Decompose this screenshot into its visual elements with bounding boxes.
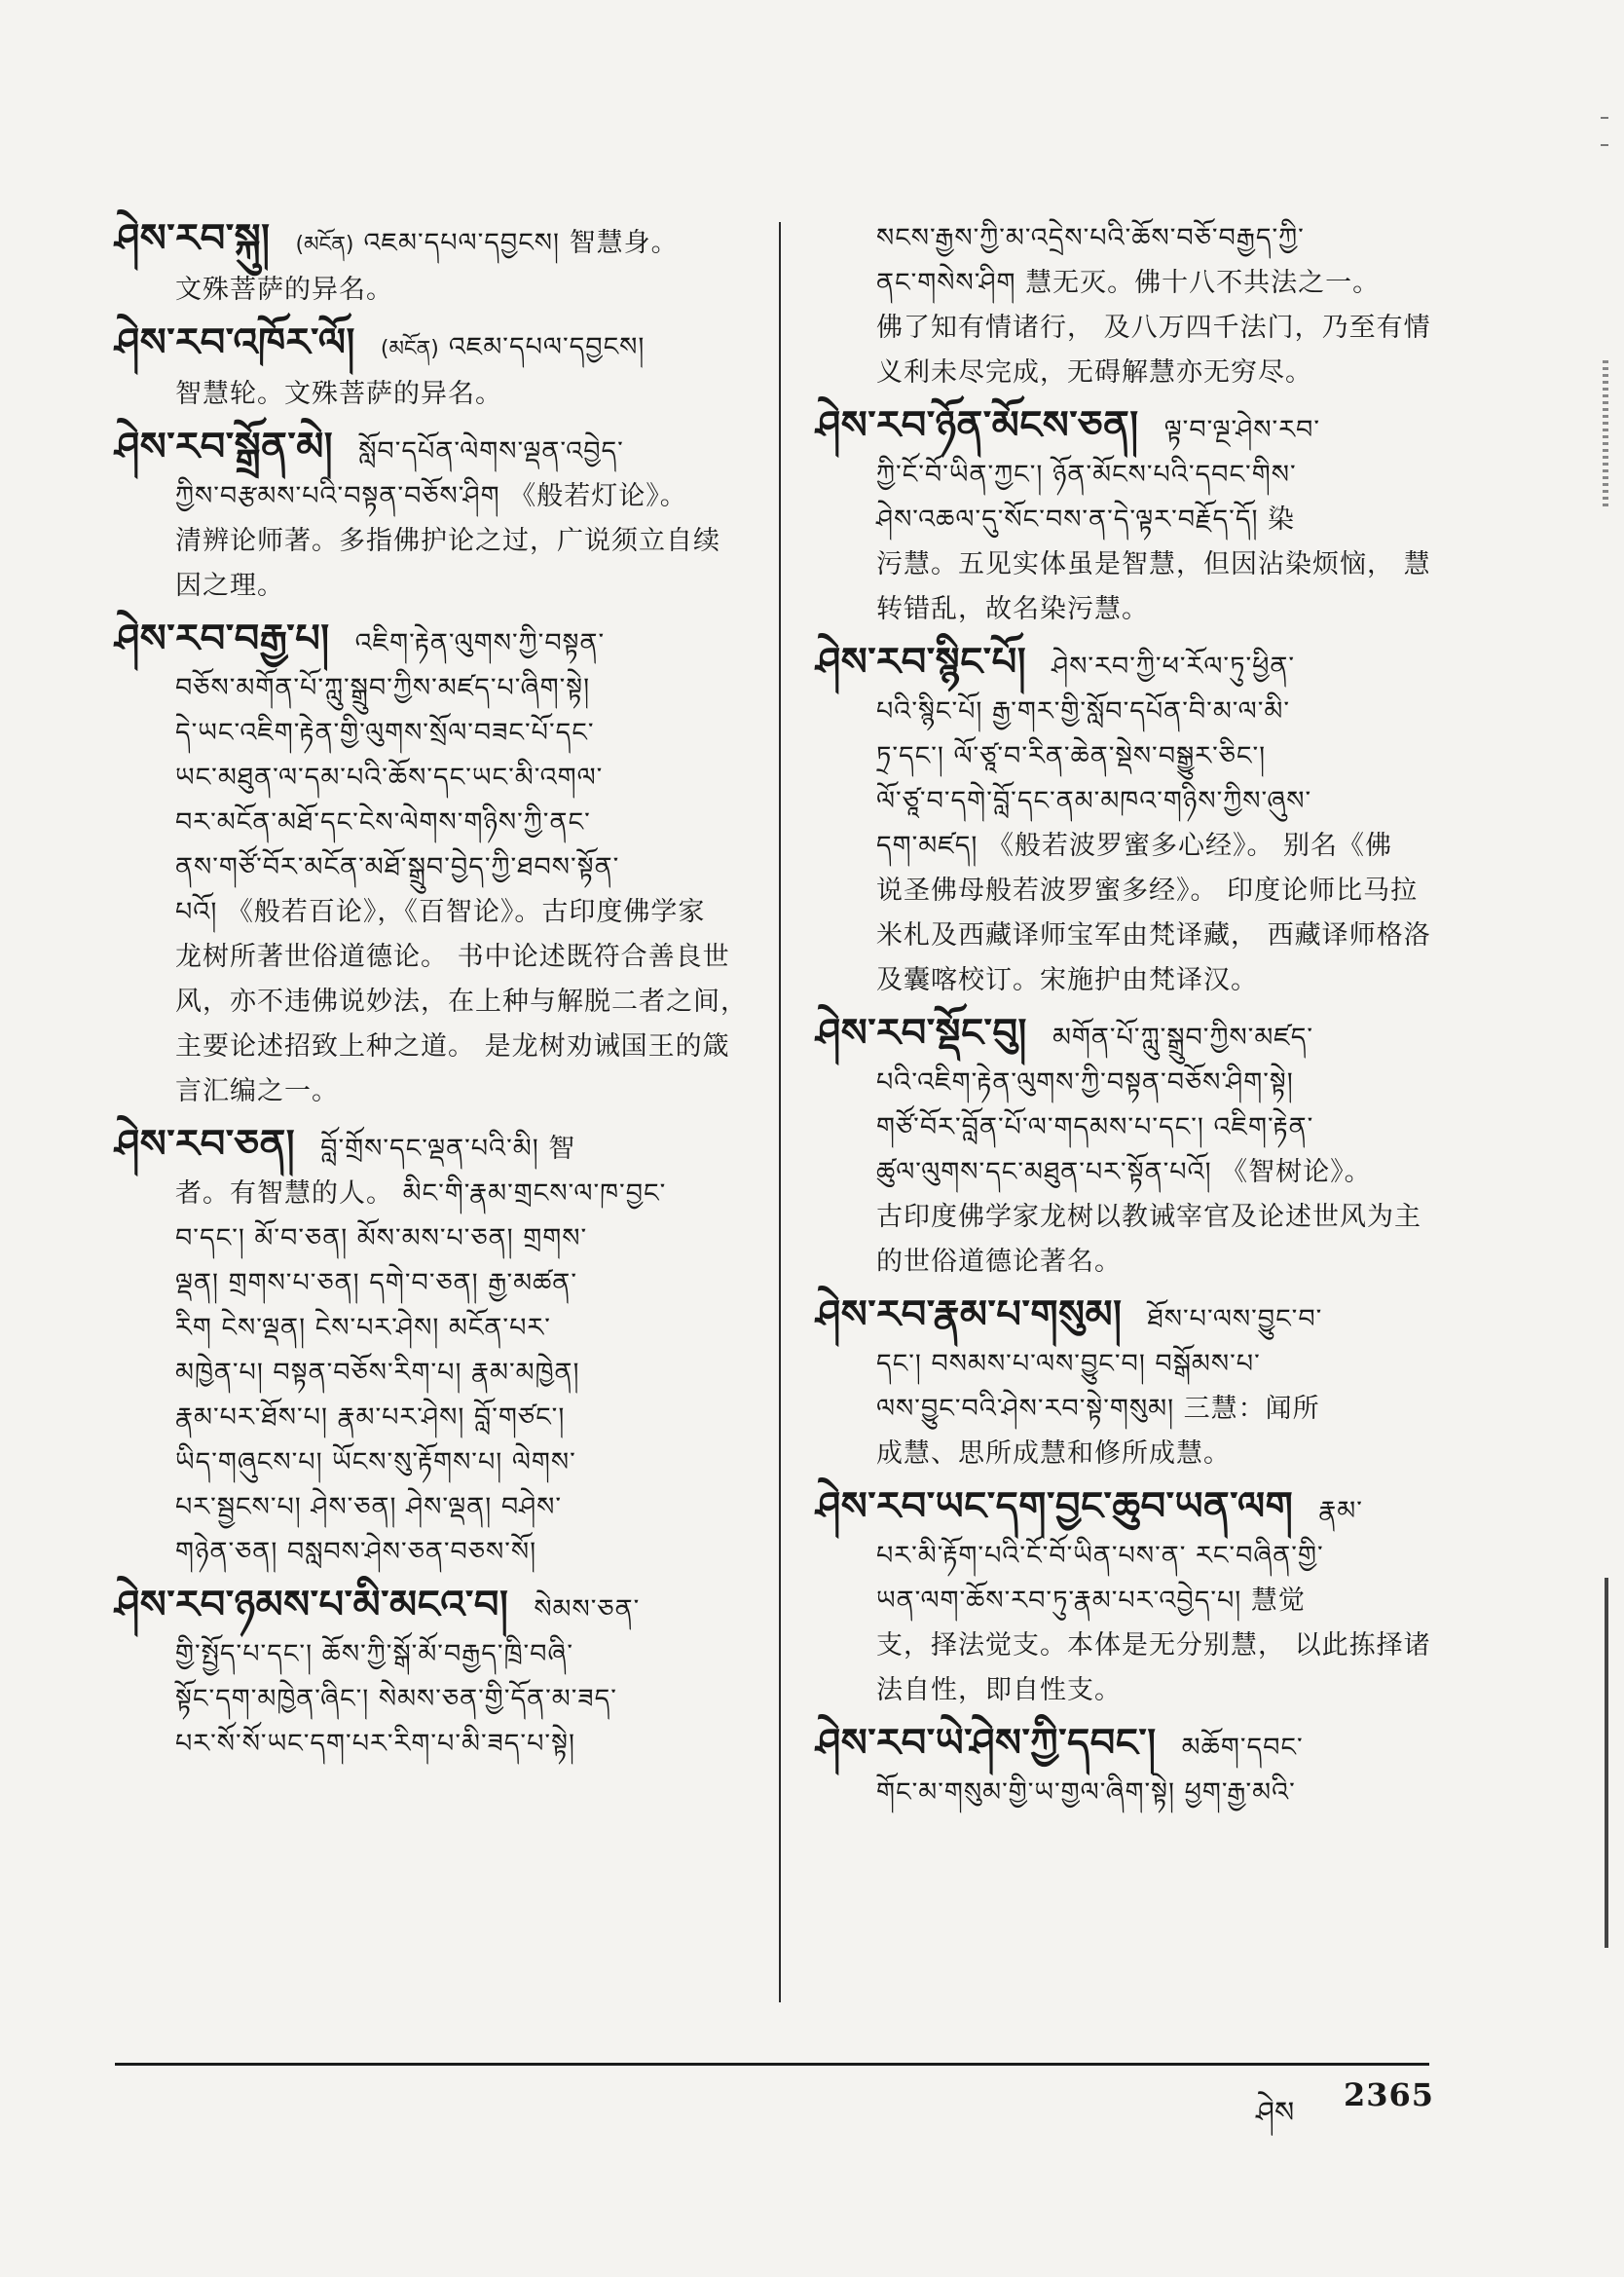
abbreviation: (མངོན) <box>380 337 439 361</box>
headword: ཤེས་རབ་ཡང་དག་བྱང་ཆུབ་ཡན་ལག <box>816 1484 1294 1529</box>
definition-line: 主要论述招致上种之道。 是龙树劝诫国王的箴 <box>175 1031 730 1062</box>
definition-line: ལྡན། གྲགས་པ་ཅན། དགེ་བ་ཅན། རྒྱ་མཚན་ <box>175 1268 577 1298</box>
definition-text: སློབ་དཔོན་ལེགས་ལྡན་འབྱེད་ <box>358 436 624 467</box>
headword: ཤེས་རབ་ཉམས་པ་མི་མངའ་བ། <box>115 1583 509 1627</box>
column-divider <box>779 222 781 2002</box>
definition-line: པའི་སྙིང་པོ། རྒྱ་གར་གྱི་སློབ་དཔོན་བི་མ་ལ་མི་ <box>876 696 1291 727</box>
definition-text: འཇིག་རྟེན་ལུགས་ཀྱི་བསྟན་ <box>354 628 606 658</box>
definition-line: 龙树所著世俗道德论。 书中论述既符合善良世 <box>175 942 730 972</box>
scan-mark <box>1601 117 1608 119</box>
definition-line: ཚུལ་ལུགས་དང་མཐུན་པར་སྟོན་པའོ། 《智树论》。 <box>876 1157 1372 1187</box>
definition-line: 的世俗道德论著名。 <box>876 1247 1122 1277</box>
definition-line: གོང་མ་གསུམ་གྱི་ཡ་གྱལ་ཞིག་སྟེ། ཕྱག་རྒྱ་མའི་ <box>876 1777 1296 1808</box>
entry-first-line <box>115 320 753 372</box>
right-column <box>816 216 1454 1823</box>
headword: ཤེས་རབ་སྐུ། <box>115 216 271 261</box>
headword: ཤེས་རབ་སྡོང་བུ། <box>816 1011 1027 1056</box>
scan-edge-marks <box>1597 0 1616 2277</box>
headword: ཤེས་རབ་རྣམ་པ་གསུམ། <box>816 1292 1123 1337</box>
entry <box>115 425 753 609</box>
definition-line: 智慧轮。文殊菩萨的异名。 <box>175 379 502 409</box>
definition-text: ལྟ་བ་ལྔ་ཤེས་རབ་ <box>1163 415 1321 445</box>
definition-line: 米札及西藏译师宝军由梵译藏， 西藏译师格洛 <box>876 920 1431 951</box>
definition-line: ཡིད་གཞུངས་པ། ཡོངས་སུ་རྟོགས་པ། ལེགས་ <box>175 1447 576 1477</box>
entry <box>115 1583 753 1767</box>
definition-line: 及囊喀校订。宋施护由梵译汉。 <box>876 965 1258 995</box>
definition-line: བཅོས་མགོན་པོ་ཀླུ་སྒྲུབ་ཀྱིས་མཛད་པ་ཞིག་སྟེ། <box>175 673 591 703</box>
entry-first-line <box>115 216 753 268</box>
definition-line: 者。有智慧的人。 མིང་གི་རྣམ་གྲངས་ལ་ཁ་བྱང་ <box>175 1178 667 1209</box>
definition-line: 因之理。 <box>175 571 284 601</box>
definition-line: 法自性，即自性支。 <box>876 1675 1122 1705</box>
headword: ཤེས་རབ་ཅན། <box>115 1122 296 1167</box>
scan-mark <box>1603 360 1608 506</box>
definition-line: བ་དང་། མོ་བ་ཅན། མོས་མས་པ་ཅན། གྲགས་ <box>175 1223 588 1253</box>
definition-text: འཇམ་དཔལ་དབྱངས། 智慧身。 <box>363 228 679 258</box>
entry <box>115 616 753 1114</box>
definition-text: བློ་གྲོས་དང་ལྡན་པའི་མི། 智 <box>320 1134 576 1164</box>
definition-text: ཤེས་རབ་ཀྱི་ཕ་རོལ་ཏུ་ཕྱིན་ <box>1052 652 1296 682</box>
entry-first-line <box>816 216 1454 261</box>
entry-first-line <box>115 425 753 474</box>
definition-line: པར་མི་རྟོག་པའི་ངོ་བོ་ཡིན་པས་ན་ རང་བཞིན་གྱི་ <box>876 1541 1324 1571</box>
definition-text: ཐོས་པ་ལས་བྱུང་བ་ <box>1147 1304 1323 1334</box>
entry-first-line <box>816 1484 1454 1534</box>
definition-line: ཤེས་འཆལ་དུ་སོང་བས་ན་དེ་ལྟར་བརྗོད་དོ། 染 <box>876 504 1296 535</box>
definition-text: མཆོག་དབང་ <box>1181 1733 1304 1763</box>
definition-line: དེ་ཡང་འཇིག་རྟེན་གྱི་ལུགས་སྲོལ་བཟང་པོ་དང་ <box>175 718 595 748</box>
definition-line: 言汇编之一。 <box>175 1076 339 1106</box>
definition-line: པའོ། 《般若百论》，《百智论》。古印度佛学家 <box>175 897 706 927</box>
left-column <box>115 216 753 1774</box>
definition-line: 成慧、思所成慧和修所成慧。 <box>876 1438 1231 1469</box>
entry <box>115 216 753 313</box>
definition-line: ཀྱིས་བརྩམས་པའི་བསྟན་བཅོས་ཤིག 《般若灯论》。 <box>175 481 687 511</box>
entry <box>816 1721 1454 1815</box>
definition-line: དག་མཛད། 《般若波罗蜜多心经》。 别名《佛 <box>876 831 1393 861</box>
entry <box>816 1011 1454 1285</box>
definition-line: དང་། བསམས་པ་ལས་བྱུང་བ། བསྒོམས་པ་ <box>876 1349 1261 1379</box>
entry <box>816 216 1454 395</box>
headword: ཤེས་རབ་བརྒྱ་པ། <box>115 616 330 661</box>
scan-mark <box>1605 1578 1608 1948</box>
headword: ཤེས་རབ་སྒྲོན་མེ། <box>115 425 334 469</box>
entry-first-line <box>816 1292 1454 1342</box>
entry <box>816 403 1454 632</box>
definition-line: 支，择法觉支。本体是无分别慧， 以此拣择诸 <box>876 1630 1431 1661</box>
definition-line: 古印度佛学家龙树以教诫宰官及论述世风为主 <box>876 1202 1421 1232</box>
definition-line: ཏྲ་དང་། ལོ་ཙཱ་བ་རིན་ཆེན་སྡེས་བསྒྱུར་ཅིང་། <box>876 741 1267 771</box>
entry-first-line <box>816 1721 1454 1771</box>
definition-line: ལོ་ཙཱ་བ་དགེ་བློ་དང་ནམ་མཁའ་གཉིས་ཀྱིས་ཞུས་ <box>876 786 1312 816</box>
entry <box>816 1484 1454 1713</box>
definition-line: ལས་བྱུང་བའི་ཤེས་རབ་སྟེ་གསུམ། 三慧：闻所 <box>876 1394 1320 1424</box>
page-number: 2365 <box>1344 2076 1435 2113</box>
footer-rule <box>115 2063 1429 2066</box>
definition-line: 文殊菩萨的异名。 <box>175 275 393 305</box>
definition-line: གཙོ་བོར་བློན་པོ་ལ་གདམས་པ་དང་། འཇིག་རྟེན་ <box>876 1112 1314 1142</box>
definition-line: པའི་འཇིག་རྟེན་ལུགས་ཀྱི་བསྟན་བཅོས་ཤིག་སྟེ། <box>876 1067 1294 1098</box>
entry <box>115 1122 753 1575</box>
definition-line: པར་སྦྱངས་པ། ཤེས་ཅན། ཤེས་ལྡན། བཤེས་ <box>175 1492 563 1522</box>
entry <box>115 320 753 417</box>
definition-text: འཇམ་དཔལ་དབྱངས། <box>448 332 646 362</box>
definition-text: རྣམ་ <box>1318 1496 1363 1526</box>
definition-line: 义利未尽完成，无碍解慧亦无穷尽。 <box>876 357 1312 388</box>
definition-line: ནས་གཙོ་བོར་མངོན་མཐོ་སྒྲུབ་བྱེད་ཀྱི་ཐབས་སྟོན་ <box>175 852 620 882</box>
definition-line: མཁྱེན་པ། བསྟན་བཅོས་རིག་པ། རྣམ་མཁྱེན། <box>175 1358 580 1388</box>
definition-line: པར་སོ་སོ་ཡང་དག་པར་རིག་པ་མི་ཟད་པ་སྟེ། <box>175 1729 575 1759</box>
running-head: ཤེས <box>1256 2096 1295 2130</box>
definition-line: ཀྱི་ངོ་བོ་ཡིན་ཀྱང་། ཉོན་མོངས་པའི་དབང་གིས་ <box>876 460 1297 490</box>
definition-line: སྟོང་དག་མཁྱེན་ཞིང་། སེམས་ཅན་གྱི་དོན་མ་ཟད་ <box>175 1684 617 1714</box>
scan-mark <box>1601 144 1608 146</box>
definition-text: སེམས་ཅན་ <box>534 1594 641 1624</box>
entry-first-line <box>115 1122 753 1172</box>
entry <box>816 640 1454 1003</box>
definition-line: རིག ངེས་ལྡན། ངེས་པར་ཤེས། མངོན་པར་ <box>175 1313 551 1343</box>
entry <box>816 1292 1454 1476</box>
headword: ཤེས་རབ་སྙིང་པོ། <box>816 640 1027 685</box>
definition-line: 污慧。五见实体虽是智慧，但因沾染烦恼， 慧 <box>876 549 1431 579</box>
definition-line: ཡང་མཐུན་ལ་དམ་པའི་ཆོས་དང་ཡང་མི་འགལ་ <box>175 763 604 793</box>
definition-line: གཉེན་ཅན། བསླབས་ཤེས་ཅན་བཅས་སོ། <box>175 1537 537 1567</box>
entry-first-line <box>816 1011 1454 1061</box>
definition-line: 清辨论师著。多指佛护论之过，广说须立自续 <box>175 526 720 556</box>
entry-first-line <box>115 1583 753 1632</box>
definition-line: རྣམ་པར་ཐོས་པ། རྣམ་པར་ཤེས། བློ་གཙང་། <box>175 1402 566 1433</box>
entry-first-line <box>816 640 1454 690</box>
headword: ཤེས་རབ་ཉོན་མོངས་ཅན། <box>816 403 1139 448</box>
abbreviation: (མངོན) <box>295 233 354 257</box>
entry-first-line <box>816 403 1454 453</box>
definition-line: བར་མངོན་མཐོ་དང་ངེས་ལེགས་གཉིས་ཀྱི་ནང་ <box>175 807 591 838</box>
definition-line: 说圣佛母般若波罗蜜多经》。 印度论师比马拉 <box>876 876 1419 906</box>
definition-text: མགོན་པོ་ཀླུ་སྒྲུབ་ཀྱིས་མཛད་ <box>1052 1023 1314 1053</box>
definition-line: ཡན་ལག་ཆོས་རབ་ཏུ་རྣམ་པར་འབྱེད་པ། 慧觉 <box>876 1586 1306 1616</box>
definition-line: 佛了知有情诸行， 及八万四千法门，乃至有情 <box>876 313 1431 343</box>
definition-line: གྱི་སྤྱོད་པ་དང་། ཆོས་ཀྱི་སྒོ་མོ་བརྒྱད་ཁྲི་བཞི་ <box>175 1639 574 1669</box>
entry-first-line <box>115 616 753 666</box>
definition-line: ནང་གསེས་ཤིག 慧无灭。佛十八不共法之一。 <box>876 268 1381 298</box>
definition-text: སངས་རྒྱས་ཀྱི་མ་འདྲེས་པའི་ཆོས་བཅོ་བརྒྱད་ཀྱི་ <box>876 223 1305 253</box>
definition-line: 风，亦不违佛说妙法，在上种与解脱二者之间， <box>175 987 748 1017</box>
headword: ཤེས་རབ་ཡེ་ཤེས་ཀྱི་དབང་། <box>816 1721 1157 1766</box>
headword: ཤེས་རབ་འཁོར་ལོ། <box>115 320 355 365</box>
definition-line: 转错乱，故名染污慧。 <box>876 594 1149 624</box>
